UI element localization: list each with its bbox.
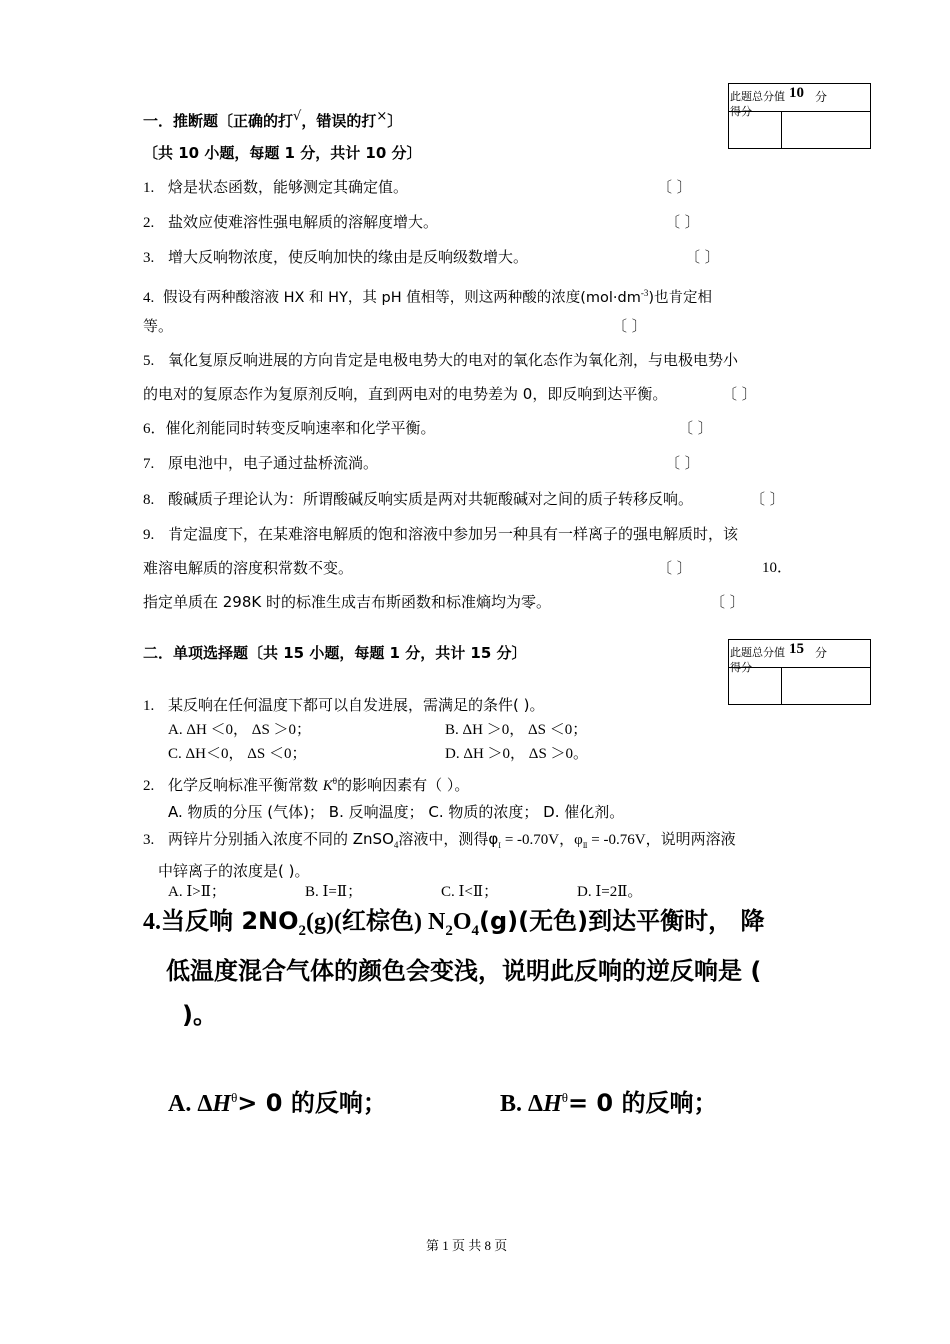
score-box-section2 (728, 639, 871, 705)
score-box-label: 此题总分值 (730, 646, 785, 659)
mc-q1-option-b[interactable]: B. ΔH ＞0， ΔS ＜0； (445, 722, 588, 738)
score-box-got: 得分 (730, 105, 752, 118)
answer-bracket-4[interactable]: 〔 〕 (612, 317, 647, 335)
section1-title: 一．推断题〔正确的打√，错误的打×〕 (143, 109, 403, 130)
answer-bracket-10[interactable]: 〔 〕 (710, 593, 745, 611)
answer-bracket-2[interactable]: 〔 〕 (665, 213, 700, 231)
section1-subtitle: 〔共 10 小题，每题 1 分，共计 10 分〕 (143, 144, 422, 162)
score-box-label: 此题总分值 (730, 90, 785, 103)
score-box-value: 10 (789, 85, 804, 101)
mc-question-1: 1. 某反响在任何温度下都可以自发进展，需满足的条件( )。 (143, 696, 545, 714)
mc-q3-option-c[interactable]: C. Ⅰ<Ⅱ； (441, 884, 499, 900)
tf-item-5-line2: 的电对的复原态作为复原剂反响，直到两电对的电势差为 0，即反响到达平衡。 (143, 385, 668, 403)
score-box-got: 得分 (730, 661, 752, 674)
mc-q1-option-d[interactable]: D. ΔH ＞0， ΔS ＞0。 (445, 746, 589, 762)
tf-item-7: 7. 原电池中，电子通过盐桥流淌。 (143, 454, 379, 472)
mc-q3-option-a[interactable]: A. Ⅰ>Ⅱ； (168, 884, 226, 900)
mc-q3-option-b[interactable]: B. Ⅰ=Ⅱ； (305, 884, 363, 900)
mc-question-4-line2: 低温度混合气体的颜色会变浅，说明此反响的逆反响是 ( (166, 957, 762, 985)
mc-q1-option-a[interactable]: A. ΔH ＜0， ΔS ＞0； (168, 722, 312, 738)
page-footer: 第 1 页 共 8 页 (426, 1238, 508, 1253)
tf-item-1: 1. 焓是状态函数，能够测定其确定值。 (143, 178, 409, 196)
mc-question-4-line3: )。 (182, 1001, 217, 1029)
tf-item-4: 4. 假设有两种酸溶液 HX 和 HY，其 pH 值相等，则这两种酸的浓度$(mol\cdot dm^{-3})$也肯定相 (143, 288, 713, 306)
mc-q4-option-b[interactable]: B. $\Delta H^\theta= 0$ 的反响； (500, 1089, 718, 1117)
answer-bracket-3[interactable]: 〔 〕 (685, 248, 720, 266)
answer-bracket-6[interactable]: 〔 〕 (678, 419, 713, 437)
mc-q1-option-c[interactable]: C. ΔH＜0， ΔS ＜0； (168, 746, 307, 762)
score-box-value: 15 (789, 641, 804, 657)
score-box-unit: 分 (815, 90, 828, 104)
tf-item-9-line2: 难溶电解质的溶度积常数不变。 (143, 559, 354, 577)
tf-item-3: 3. 增大反响物浓度，使反响加快的缘由是反响级数增大。 (143, 248, 529, 266)
tf-item-5: 5. 氧化复原反响进展的方向肯定是电极电势大的电对的氧化态作为氧化剂，与电极电势小 (143, 351, 739, 369)
section2-title: 二．单项选择题〔共 15 小题，每题 1 分，共计 15 分〕 (143, 644, 527, 662)
tf-item-10: 指定单质在 298K 时的标准生成吉布斯函数和标准熵均为零。 (143, 593, 552, 611)
mc-question-2: 2. 化学反响标准平衡常数 $K^\theta$的影响因素有（ ）。 (143, 776, 470, 794)
mc-question-3: 3. 两锌片分别插入浓度不同的 ZnSO$_4$溶液中，测得$\varphi_Ⅰ = -0.70V$，$\varphi_Ⅱ = -0.76V$，说明两溶液 (143, 830, 736, 850)
mc-q3-option-d[interactable]: D. Ⅰ=2Ⅱ。 (577, 884, 643, 900)
tf-item-10-num: 10． (762, 560, 793, 576)
tf-item-8: 8. 酸碱质子理论认为：所谓酸碱反响实质是两对共轭酸碱对之间的质子转移反响。 (143, 490, 694, 508)
answer-bracket-9[interactable]: 〔 〕 (657, 559, 692, 577)
score-box-section1 (728, 83, 871, 149)
answer-bracket-5[interactable]: 〔 〕 (722, 385, 757, 403)
tf-item-6: 6．催化剂能同时转变反响速率和化学平衡。 (143, 419, 436, 437)
mc-question-3-line2: 中锌离子的浓度是( )。 (158, 862, 310, 880)
mc-q2-options[interactable]: A. 物质的分压 (气体)； B. 反响温度； C. 物质的浓度； D. 催化剂。 (168, 803, 625, 821)
answer-bracket-8[interactable]: 〔 〕 (750, 490, 785, 508)
mc-q4-option-a[interactable]: A. $\Delta H^\theta> 0$ 的反响； (168, 1089, 387, 1117)
tf-item-4-line2: 等。 (143, 317, 174, 335)
tf-item-9: 9. 肯定温度下，在某难溶电解质的饱和溶液中参加另一种具有一样离子的强电解质时，该 (143, 525, 739, 543)
tf-item-2: 2. 盐效应使难溶性强电解质的溶解度增大。 (143, 213, 439, 231)
score-box-unit: 分 (815, 646, 828, 660)
answer-bracket-1[interactable]: 〔 〕 (657, 178, 692, 196)
answer-bracket-7[interactable]: 〔 〕 (665, 454, 700, 472)
mc-question-4: 4.当反响 $2NO_2(g)$(红棕色) $N_2O_4(g)$(无色)到达平衡时， 降 (143, 907, 765, 939)
